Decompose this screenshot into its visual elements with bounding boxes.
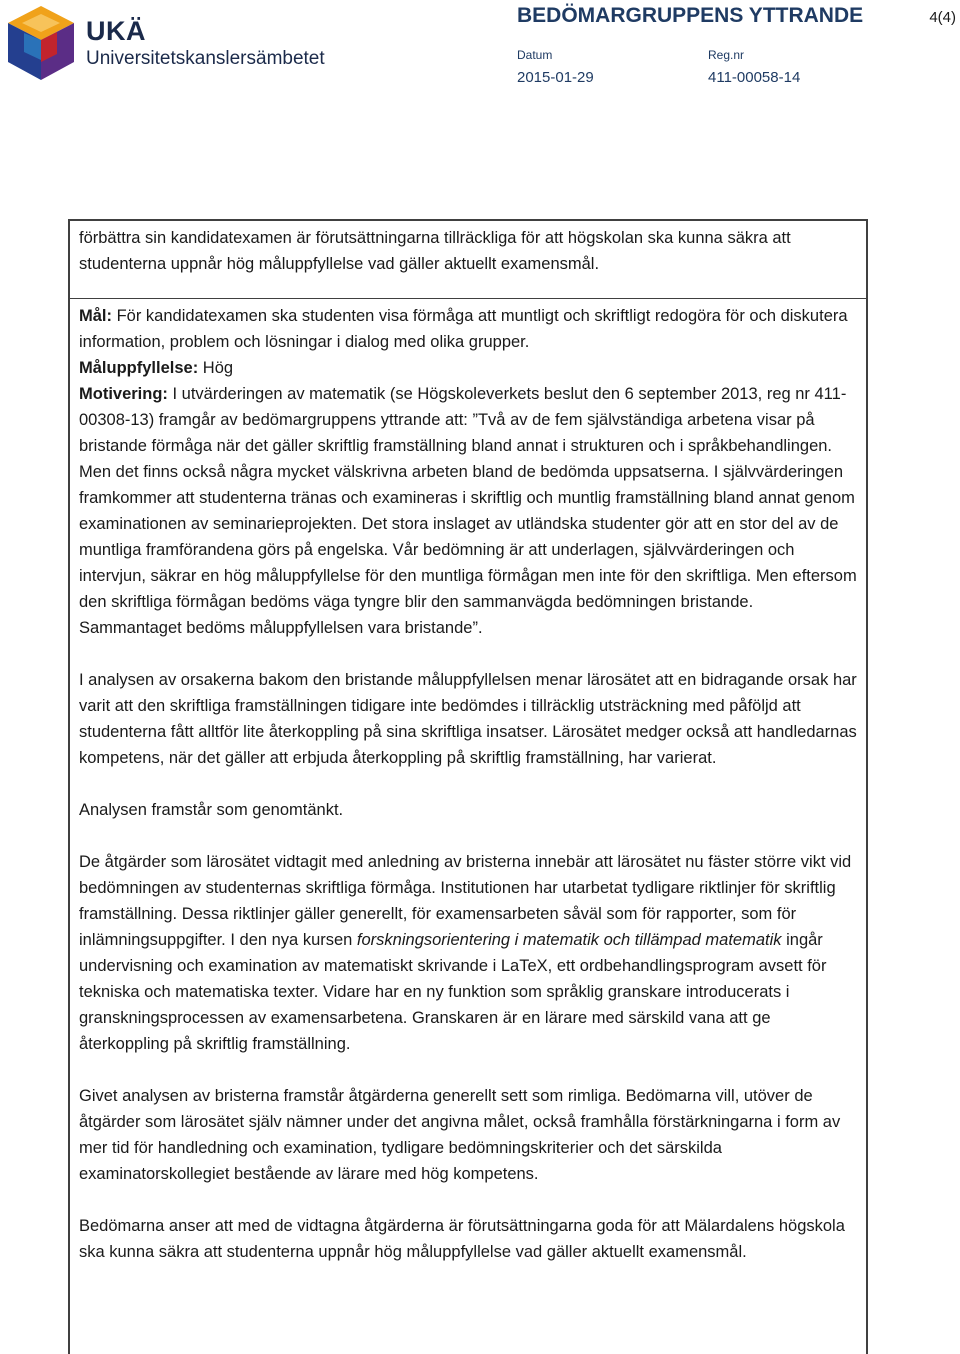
- table-cell-previous-goal: [79, 225, 859, 277]
- course-name: forskningsorientering i matematik och tillämpad matematik: [356, 931, 782, 949]
- logo-organization-name: Universitetskanslersämbetet: [86, 48, 325, 69]
- uka-logo: [4, 4, 334, 82]
- fulfilment-label: Måluppfyllelse:: [79, 359, 199, 377]
- paragraph-conclusion: Bedömarna anser att med de vidtagna åtgärderna är förutsättningarna goda för att Mälardalens högskola ska kunna säkra att studenterna uppnår hög måluppfyllelse vad gäller aktuellt examensmål.: [79, 1217, 845, 1261]
- regnr-label: Reg.nr: [708, 48, 745, 62]
- motivation-label: Motivering:: [79, 385, 168, 403]
- paragraph-fulfilment: [79, 355, 859, 381]
- regnr-value: 411-00058-14: [708, 69, 801, 86]
- document-title: BEDÖMARGRUPPENS YTTRANDE: [517, 4, 864, 27]
- fulfilment-value: Hög: [198, 359, 234, 377]
- date-label: Datum: [517, 48, 553, 62]
- measures-text-a: De åtgärder som lärosätet vidtagit med anledning av bristerna innebär att lärosätet nu fäster större vikt vid bedömningen av studenternas skriftliga förmåga. Institutionen har utarbetat tydligare riktlinjer för skriftlig framställning. Dessa riktlinjer gäller generellt, för examensarbeten såväl som för rapporter, som för inlämningsuppgifter. I den nya kursen: [79, 853, 852, 949]
- paragraph-conclusion-previous: förbättra sin kandidatexamen är förutsättningarna tillräckliga för att högskolan ska kunna säkra att studenterna uppnår hög måluppfyllelse vad gäller aktuellt examensmål.: [79, 229, 791, 273]
- table-cell-goal: [79, 303, 859, 1265]
- paragraph-measures: [79, 849, 859, 1057]
- page-number: 4(4): [929, 9, 956, 26]
- measures-text-b: ingår undervisning och examination av matematiskt skrivande i LaTeX, ett ordbehandlingsprogram avsett för tekniska och matematiska texter. Vidare har en ny funktion som språklig granskare introducerats i granskningsprocessen av examensarbetena. Granskaren är en lärare med särskild vana att ge återkoppling på skriftlig framställning.: [79, 931, 827, 1053]
- goal-text: För kandidatexamen ska studenten visa förmåga att muntligt och skriftligt redogöra för och diskutera information, problem och lösningar i dialog med olika grupper.: [79, 307, 848, 351]
- paragraph-goal: [79, 303, 859, 355]
- date-value: 2015-01-29: [517, 69, 594, 86]
- table-row-divider: [68, 298, 868, 299]
- paragraph-reasonable: Givet analysen av bristerna framstår åtgärderna generellt sett som rimliga. Bedömarna vill, utöver de åtgärder som lärosätet själv nämner under det angivna målet, också framhålla förstärkningarna i form av mer tid för handledning och examination, tydligare bedömningskriterier och det särskilda examinatorskollegiet bestående av lärare med hög kompetens.: [79, 1087, 841, 1183]
- goal-label: Mål:: [79, 307, 112, 325]
- paragraph-assessment: Analysen framstår som genomtänkt.: [79, 801, 344, 819]
- logo-abbreviation: UKÄ: [86, 16, 146, 46]
- uka-cube-logo-icon: [4, 4, 78, 82]
- paragraph-analysis: I analysen av orsakerna bakom den bristande måluppfyllelsen menar lärosätet att en bidragande orsak har varit att den skriftliga framställningen tidigare inte bedömdes i tillräcklig utsträckning med påföljd att studenterna fått alltför lite återkoppling på sina skriftliga insatser. Lärosätet medger också att handledarnas kompetens, när det gäller att erbjuda återkoppling på skriftlig framställning, har varierat.: [79, 671, 857, 767]
- paragraph-motivation: [79, 381, 859, 641]
- motivation-text: I utvärderingen av matematik (se Högskoleverkets beslut den 6 september 2013, reg nr 411-00308-13) framgår av bedömargruppens yttrande att: ”Två av de fem självständiga arbetena visar på bristande förmåga när det gäller skriftlig framställning bland annat i strukturen och i språkbehandlingen. Men det finns också några mycket välskrivna arbeten bland de bedömda uppsatserna. I självvärderingen framkommer att studenterna tränas och examineras i skriftlig och muntlig framställning bland annat genom examinationen av seminarieprojekten. Det stora inslaget av utländska studenter gör att en stor del av de muntliga framförandena görs på engelska. Vår bedömning är att underlagen, självvärderingen och intervjun, säkrar en hög måluppfyllelse för den muntliga förmågan men inte för den skriftliga. Men eftersom den skriftliga förmågan bedöms väga tyngre blir den sammanvägda bedömningen bristande. Sammantaget bedöms måluppfyllelsen vara bristande”.: [79, 385, 857, 637]
